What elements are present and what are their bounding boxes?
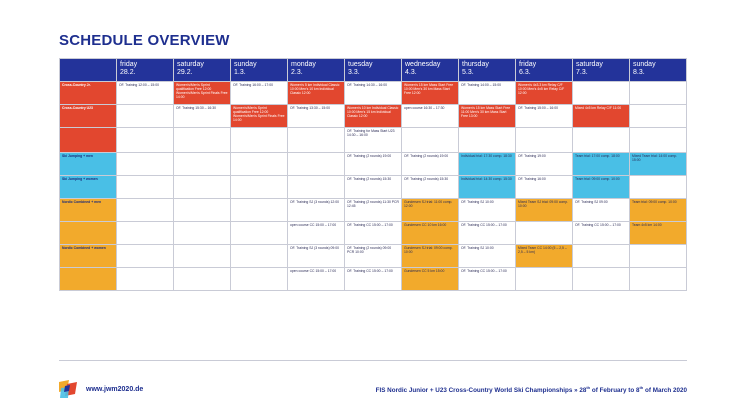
schedule-cell <box>231 268 288 291</box>
schedule-cell <box>630 268 687 291</box>
schedule-cell: OF. Training 19:00 <box>516 153 573 176</box>
schedule-cell <box>288 128 345 153</box>
schedule-cell <box>174 176 231 199</box>
schedule-cell: OF. Training 13:30 – 15:00 <box>288 105 345 128</box>
table-row <box>60 222 687 245</box>
schedule-cell: Gundersen SJ trial: 09:00 comp. 10:00 <box>402 245 459 268</box>
schedule-cell <box>573 245 630 268</box>
schedule-cell <box>174 222 231 245</box>
schedule-cell <box>117 153 174 176</box>
day-header: friday 6.3. <box>516 59 573 82</box>
corner-cell <box>60 59 117 82</box>
schedule-cell: Team trial: 17:00 comp. 18:00 <box>573 153 630 176</box>
table-row <box>60 128 687 153</box>
schedule-cell <box>402 128 459 153</box>
schedule-cell <box>174 153 231 176</box>
schedule-cell: OF. Training 15:00 – 16:00 <box>516 105 573 128</box>
table-row <box>60 245 687 268</box>
schedule-cell <box>231 128 288 153</box>
schedule-cell: OF. Training SJ (3 rounds) 12:00 <box>288 199 345 222</box>
row-label <box>60 222 117 245</box>
schedule-cell: OF. Training 14:00 – 15:00 <box>459 82 516 105</box>
schedule-cell <box>174 199 231 222</box>
schedule-table <box>59 58 687 291</box>
day-header: friday 28.2. <box>117 59 174 82</box>
table-row <box>60 268 687 291</box>
schedule-cell: OF. Training CC 15:00 – 17:00 <box>345 222 402 245</box>
schedule-cell <box>174 268 231 291</box>
schedule-cell: Women's 10 km Individual Classic 10:00 Men's 15 km Individual Classic 12:00 <box>345 105 402 128</box>
event-text: of March 2020 <box>643 387 687 395</box>
day-header: wednesday 4.3. <box>402 59 459 82</box>
schedule-cell <box>117 199 174 222</box>
schedule-cell <box>573 82 630 105</box>
schedule-cell: OF. Training (2 rounds) 15:30 <box>402 176 459 199</box>
schedule-cell: OF. Training 15:30 – 16:30 <box>174 105 231 128</box>
schedule-cell: OF. Training CC 15:00 – 17:00 <box>345 268 402 291</box>
schedule-cell <box>231 176 288 199</box>
schedule-cell <box>573 268 630 291</box>
schedule-cell <box>117 222 174 245</box>
schedule-cell <box>573 128 630 153</box>
schedule-cell <box>630 176 687 199</box>
schedule-cell: Women's 5 km Individual Classic 10:00 Men's 10 km Individual Classic 12:00 <box>288 82 345 105</box>
row-label <box>60 128 117 153</box>
schedule-cell: Gundersen CC 10 km 16:00 <box>402 222 459 245</box>
page-title: SCHEDULE OVERVIEW <box>59 32 230 49</box>
schedule-cell <box>231 153 288 176</box>
schedule-cell <box>516 268 573 291</box>
schedule-cell <box>516 128 573 153</box>
schedule-cell <box>288 176 345 199</box>
schedule-cell: Mixed Team SJ trial: 09:00 comp. 10:00 <box>516 199 573 222</box>
schedule-cell <box>231 245 288 268</box>
schedule-cell: Mixed Team trial: 14:00 comp. 15:00 <box>630 153 687 176</box>
schedule-cell <box>174 245 231 268</box>
event-text: FIS Nordic Junior + U23 Cross-Country World Ski Championships » 28 <box>375 387 587 395</box>
schedule-cell <box>630 105 687 128</box>
schedule-cell: OF. Training (2 rounds) 11:30 PCR 12:45 <box>345 199 402 222</box>
day-header: monday 2.3. <box>288 59 345 82</box>
schedule-cell <box>117 105 174 128</box>
schedule-cell <box>231 199 288 222</box>
schedule-cell: OF. Training SJ (3 rounds) 09:00 <box>288 245 345 268</box>
header-row <box>60 59 687 82</box>
schedule-cell: OF. Training SJ 09:00 <box>573 199 630 222</box>
day-header: saturday 29.2. <box>174 59 231 82</box>
footer-divider <box>59 360 687 361</box>
schedule-cell <box>630 82 687 105</box>
schedule-cell: open course 16:30 – 17:30 <box>402 105 459 128</box>
schedule-cell: Team trial: 09:00 comp. 10:00 <box>630 199 687 222</box>
schedule-cell: Women's/Men's Sprint qualification Free 12:00 Women's/Men's Sprint Finals Free 14:00 <box>174 82 231 105</box>
schedule-cell: OF. Training (2 rounds) 19:00 <box>402 153 459 176</box>
schedule-cell: OF. Training CC 15:00 – 17:00 <box>573 222 630 245</box>
website-link[interactable]: www.jwm2020.de <box>86 386 144 393</box>
schedule-cell: OF. Training for Mass Start U23 14:30 – 16:00 <box>345 128 402 153</box>
row-label: Ski Jumping + women <box>60 176 117 199</box>
jwm-logo-icon <box>59 380 77 398</box>
table-row <box>60 176 687 199</box>
schedule-cell <box>516 222 573 245</box>
day-header: tuesday 3.3. <box>345 59 402 82</box>
schedule-cell: OF. Training 16:00 <box>516 176 573 199</box>
schedule-cell: Women's 15 km Mass Start Free 11:00 Men's 30 km Mass Start Free 13:00 <box>459 105 516 128</box>
schedule-cell <box>231 222 288 245</box>
row-label: Nordic Combined + men <box>60 199 117 222</box>
schedule-cell: Women's 15 km Mass Start Free 10:00 Men's 30 km Mass Start Free 12:00 <box>402 82 459 105</box>
schedule-cell <box>288 153 345 176</box>
schedule-cell: open course CC 15:00 – 17:00 <box>288 268 345 291</box>
row-label <box>60 268 117 291</box>
schedule-cell: Team trial: 09:00 comp. 10:00 <box>573 176 630 199</box>
schedule-cell: Women's/Men's Sprint qualification Free 12:00 Women's/Men's Sprint Finals Free 14:00 <box>231 105 288 128</box>
row-label: Ski Jumping + men <box>60 153 117 176</box>
schedule-cell: Women's 4x3.3 km Relay C/F 10:00 Men's 4x5 km Relay C/F 12:00 <box>516 82 573 105</box>
table-row <box>60 153 687 176</box>
day-header: sunday 1.3. <box>231 59 288 82</box>
schedule-cell <box>630 245 687 268</box>
schedule-cell: OF. Training (2 rounds) 19:00 <box>345 153 402 176</box>
schedule-cell: Individual trial: 17:30 comp. 18:30 <box>459 153 516 176</box>
row-label: Cross-Country Jr. <box>60 82 117 105</box>
schedule-cell: OF. Training 12:00 – 15:00 <box>117 82 174 105</box>
table-row <box>60 199 687 222</box>
schedule-cell: OF. Training (2 rounds) 09:00 PCR 10:00 <box>345 245 402 268</box>
schedule-cell: Gundersen SJ trial: 11:00 comp. 12:00 <box>402 199 459 222</box>
table-row <box>60 82 687 105</box>
event-title <box>376 385 687 394</box>
schedule-cell: OF. Training CC 15:00 – 17:00 <box>459 268 516 291</box>
day-header: thursday 5.3. <box>459 59 516 82</box>
schedule-cell <box>174 128 231 153</box>
schedule-cell: OF. Training (2 rounds) 15:30 <box>345 176 402 199</box>
day-header: saturday 7.3. <box>573 59 630 82</box>
schedule-cell: Gundersen CC 5 km 15:00 <box>402 268 459 291</box>
schedule-cell <box>630 128 687 153</box>
schedule-cell <box>117 245 174 268</box>
schedule-cell: Individual trial: 14:30 comp. 15:30 <box>459 176 516 199</box>
row-label: Nordic Combined + women <box>60 245 117 268</box>
schedule-cell: open course CC 15:00 – 17:00 <box>288 222 345 245</box>
schedule-cell: OF. Training 16:00 – 17:00 <box>231 82 288 105</box>
day-header: sunday 8.3. <box>630 59 687 82</box>
schedule-cell: OF. Training SJ 10:00 <box>459 199 516 222</box>
schedule-cell: Mixed Team CC 14:00 (5 – 2,5 – 2,5 – 5 km) <box>516 245 573 268</box>
schedule-cell: Mixed 4x5 km Relay C/F 11:00 <box>573 105 630 128</box>
row-label: Cross-Country U23 <box>60 105 117 128</box>
schedule-cell: Team 4x5 km 14:00 <box>630 222 687 245</box>
ordinal-suffix: th <box>586 385 591 390</box>
schedule-cell <box>117 176 174 199</box>
event-text: of February to 8 <box>590 387 640 395</box>
schedule-cell: OF. Training SJ 10:00 <box>459 245 516 268</box>
ordinal-suffix: th <box>639 385 644 390</box>
schedule-cell <box>459 128 516 153</box>
table-row <box>60 105 687 128</box>
schedule-cell: OF. Training 14:30 – 16:00 <box>345 82 402 105</box>
schedule-cell: OF. Training CC 15:00 – 17:00 <box>459 222 516 245</box>
schedule-cell <box>117 268 174 291</box>
schedule-cell <box>117 128 174 153</box>
